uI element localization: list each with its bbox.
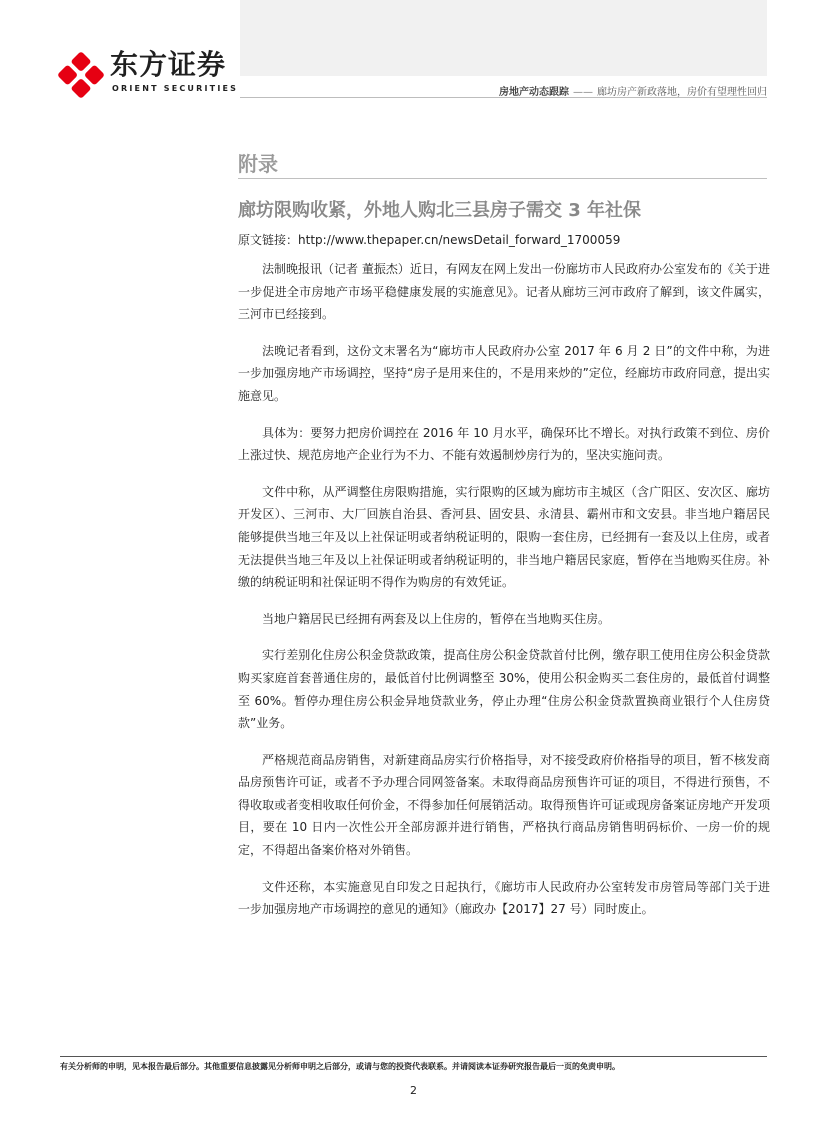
paragraph: 严格规范商品房销售，对新建商品房实行价格指导，对不接受政府价格指导的项目，暂不核发商品房预售许可证，或者不予办理合同网签备案。未取得商品房预售许可证的项目，不得进行预售，不得收取或者变相收取任何价金，不得参加任何展销活动。取得预售许可证或现房备案证房地产开发项目，要在 10 日内一次性公开全部房源并进行销售，严格执行商品房销售明码标价、一房一价的规定，不得超出备案价格对外销售。 — [238, 752, 770, 858]
paragraph: 文件中称，从严调整住房限购措施，实行限购的区域为廊坊市主城区（含广阳区、安次区、廊坊开发区）、三河市、大厂回族自治县、香河县、固安县、永清县、霸州市和文安县。非当地户籍居民能够提供当地三年及以上社保证明或者纳税证明的，限购一套住房，已经拥有一套及以上住房，或者无法提供当地三年及以上社保证明或者纳税证明的，非当地户籍居民家庭，暂停在当地购买住房。补缴的纳税证明和社保证明不得作为购房的有效凭证。 — [238, 484, 770, 590]
source-line — [238, 231, 798, 248]
report-subtitle: 廊坊房产新政落地，房价有望理性回归 — [597, 87, 767, 98]
header-gray-band — [240, 0, 767, 76]
paragraph: 文件还称，本实施意见自印发之日起执行，《廊坊市人民政府办公室转发市房管局等部门关于进一步加强房地产市场调控的意见的通知》（廊政办【2017】27 号）同时废止。 — [238, 879, 770, 917]
company-logo-icon — [58, 52, 104, 98]
paragraph: 具体为：要努力把房价调控在 2016 年 10 月水平，确保环比不增长。对执行政策不到位、房价上涨过快、规范房地产企业行为不力、不能有效遏制炒房行为的，坚决实施问责。 — [238, 425, 770, 463]
page-number: 2 — [410, 1084, 417, 1097]
report-header-title — [499, 83, 767, 98]
appendix-heading: 附录 — [238, 152, 278, 176]
header-divider — [240, 97, 767, 98]
article-body — [238, 258, 770, 935]
source-link[interactable]: http://www.thepaper.cn/newsDetail_forward_1700059 — [298, 233, 621, 247]
paragraph: 法制晚报讯（记者 董振杰）近日，有网友在网上发出一份廊坊市人民政府办公室发布的《关于进一步促进全市房地产市场平稳健康发展的实施意见》。记者从廊坊三河市政府了解到，该文件属实，三河市已经接到。 — [238, 262, 770, 322]
header-separator: —— — [573, 87, 593, 98]
source-label: 原文链接： — [238, 233, 299, 247]
paragraph: 法晚记者看到，这份文末署名为“廊坊市人民政府办公室 2017 年 6 月 2 日”的文件中称，为进一步加强房地产市场调控，坚持“房子是用来住的，不是用来炒的”定位，经廊坊市政府同意，提出实施意见。 — [238, 343, 770, 403]
paragraph: 当地户籍居民已经拥有两套及以上住房的，暂停在当地购买住房。 — [262, 611, 611, 626]
company-name-en: ORIENT SECURITIES — [112, 84, 239, 93]
company-name-cn: 东方证券 — [110, 48, 227, 81]
article-title: 廊坊限购收紧，外地人购北三县房子需交 3 年社保 — [238, 200, 642, 221]
appendix-divider — [238, 178, 767, 179]
footer-disclaimer: 有关分析师的申明，见本报告最后部分。其他重要信息披露见分析师申明之后部分，或请与您的投资代表联系。并请阅读本证券研究报告最后一页的免责申明。 — [60, 1062, 620, 1071]
footer-divider — [60, 1056, 767, 1057]
report-series: 房地产动态跟踪 — [499, 87, 569, 98]
paragraph: 实行差别化住房公积金贷款政策，提高住房公积金贷款首付比例，缴存职工使用住房公积金贷款购买家庭首套普通住房的，最低首付比例调整至 30%，使用公积金购买二套住房的，最低首付调整至 60%。暂停办理住房公积金异地贷款业务，停止办理“住房公积金贷款置换商业银行个人住房贷款”业务。 — [238, 648, 770, 731]
